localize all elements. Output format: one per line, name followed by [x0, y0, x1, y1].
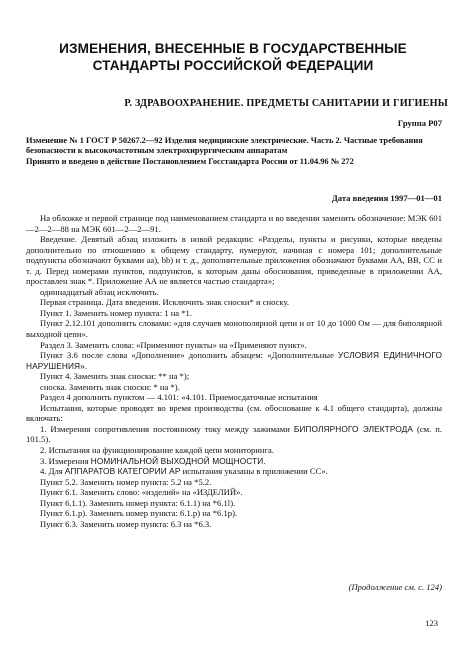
paragraph-caps-text: УСЛОВИЯ ЕДИНИЧНОГО НАРУШЕНИЯ».	[26, 350, 442, 371]
paragraph: Пункт 6.1.1). Заменить номер пункта: 6.1.1) на *6.1l).	[40, 497, 236, 508]
paragraph	[26, 424, 442, 445]
paragraph: Пункт 5.2. Заменить номер пункта: 5.2 на *5.2.	[40, 476, 212, 487]
document-title	[0, 40, 466, 74]
paragraph: Введение. Девятый абзац изложить в новой редакции: «Разделы, пункты и рисунки, которые введены дополнительно по отношению к общему стандарту, нумеруют, начиная с номера 101; дополнительные подпункты обозначают буквами аа), bb) и т. д., дополнительные приложения обозначают буквами АА, ВВ, СС и т. д. Перед номерами пунктов, подпунктов, к которым даны обоснования, приведенные в приложении АА, проставлен знак *. Приложение АА не является частью стандарта»;	[26, 234, 442, 287]
paragraph: Пункт 1. Заменить номер пункта: 1 на *1.	[40, 307, 193, 318]
section-heading: Р. ЗДРАВООХРАНЕНИЕ. ПРЕДМЕТЫ САНИТАРИИ И ГИГИЕНЫ	[124, 98, 448, 109]
paragraph: Раздел 3. Заменить слова: «Применяют пункты» на «Применяют пункт».	[40, 339, 307, 350]
document-body	[26, 213, 442, 529]
paragraph-caps-text: НОМИНАЛЬНОЙ ВЫХОДНОЙ МОЩНОСТИ.	[90, 455, 266, 466]
paragraph: Испытания, которые проводят во время производства (см. обоснование к 4.1 общего стандарта), должны включать:	[26, 402, 442, 424]
paragraph: 2. Испытания на функционирование каждой цепи мониторинга.	[40, 445, 274, 456]
paragraph	[26, 456, 442, 467]
paragraph-text: 3. Измерения	[40, 455, 91, 466]
title-line-1: ИЗМЕНЕНИЯ, ВНЕСЕННЫЕ В ГОСУДАРСТВЕННЫЕ	[59, 41, 407, 56]
continuation-note: (Продолжение см. с. 124)	[348, 582, 442, 592]
paragraph: Первая страница. Дата введения. Исключить знак сноски* и сноску.	[40, 297, 290, 308]
paragraph: Пункт 2.12.101 дополнить словами: «для случаев монополярной цепи и от 10 до 1000 Ом — для биполярной выходной цепи».	[26, 318, 442, 340]
paragraph: Раздел 4 дополнить пунктом — 4.101: «4.101. Приемосдаточные испытания	[40, 392, 318, 403]
paragraph: Пункт 4. Заменить знак сноски: ** на *);	[40, 371, 190, 382]
paragraph: Пункт 6.3. Заменить номер пункта: 6.3 на *6.3.	[40, 518, 212, 529]
paragraph-caps-text: БИПОЛЯРНОГО ЭЛЕКТРОДА	[293, 423, 414, 434]
paragraph-text: 4. Для	[40, 466, 65, 477]
group-label: Группа Р07	[397, 118, 442, 128]
page-number: 123	[425, 618, 438, 628]
paragraph: Пункт 6.1. Заменить слово: «изделий» на «ИЗДЕЛИЙ».	[40, 487, 243, 498]
paragraph: На обложке и первой странице под наименованием стандарта и во введении заменить обозначение: МЭК 601—2—2—88 на МЭК 601—2—2—91.	[26, 213, 442, 234]
paragraph-text: Пункт 3.6 после слова «Дополнение» дополнить абзацем: «Дополнительные	[40, 350, 334, 361]
paragraph-text: 1. Измерения сопротивления постоянному току между зажимами	[40, 423, 294, 434]
paragraph: сноска. Заменить знак сноски: * на *).	[40, 381, 180, 392]
title-line-2: СТАНДАРТЫ РОССИЙСКОЙ ФЕДЕРАЦИИ	[92, 58, 374, 73]
change-header	[26, 136, 442, 167]
introduction-date: Дата введения 1997—01—01	[331, 193, 442, 203]
adoption-line: Принято и введено в действие Постановлением Госстандарта России от 11.04.96 № 272	[26, 156, 354, 166]
paragraph	[26, 466, 442, 477]
paragraph	[26, 350, 442, 371]
change-number-line: Изменение № 1 ГОСТ Р 50267.2—92 Изделия медицинские электрические. Часть 2. Частные требования безопасности к высокочастотным электрохирургическим аппаратам	[26, 136, 423, 156]
paragraph-text: испытания указаны в приложении СС».	[180, 466, 328, 477]
paragraph: Пункт 6.1.р). Заменить номер пункта: 6.1.р) на *6.1р).	[40, 508, 238, 519]
paragraph: одиннадцатый абзац исключить.	[40, 286, 159, 297]
paragraph-text: (см. п. 101.5).	[26, 423, 442, 445]
paragraph-caps-text: АППАРАТОВ КАТЕГОРИИ АР	[64, 466, 181, 477]
